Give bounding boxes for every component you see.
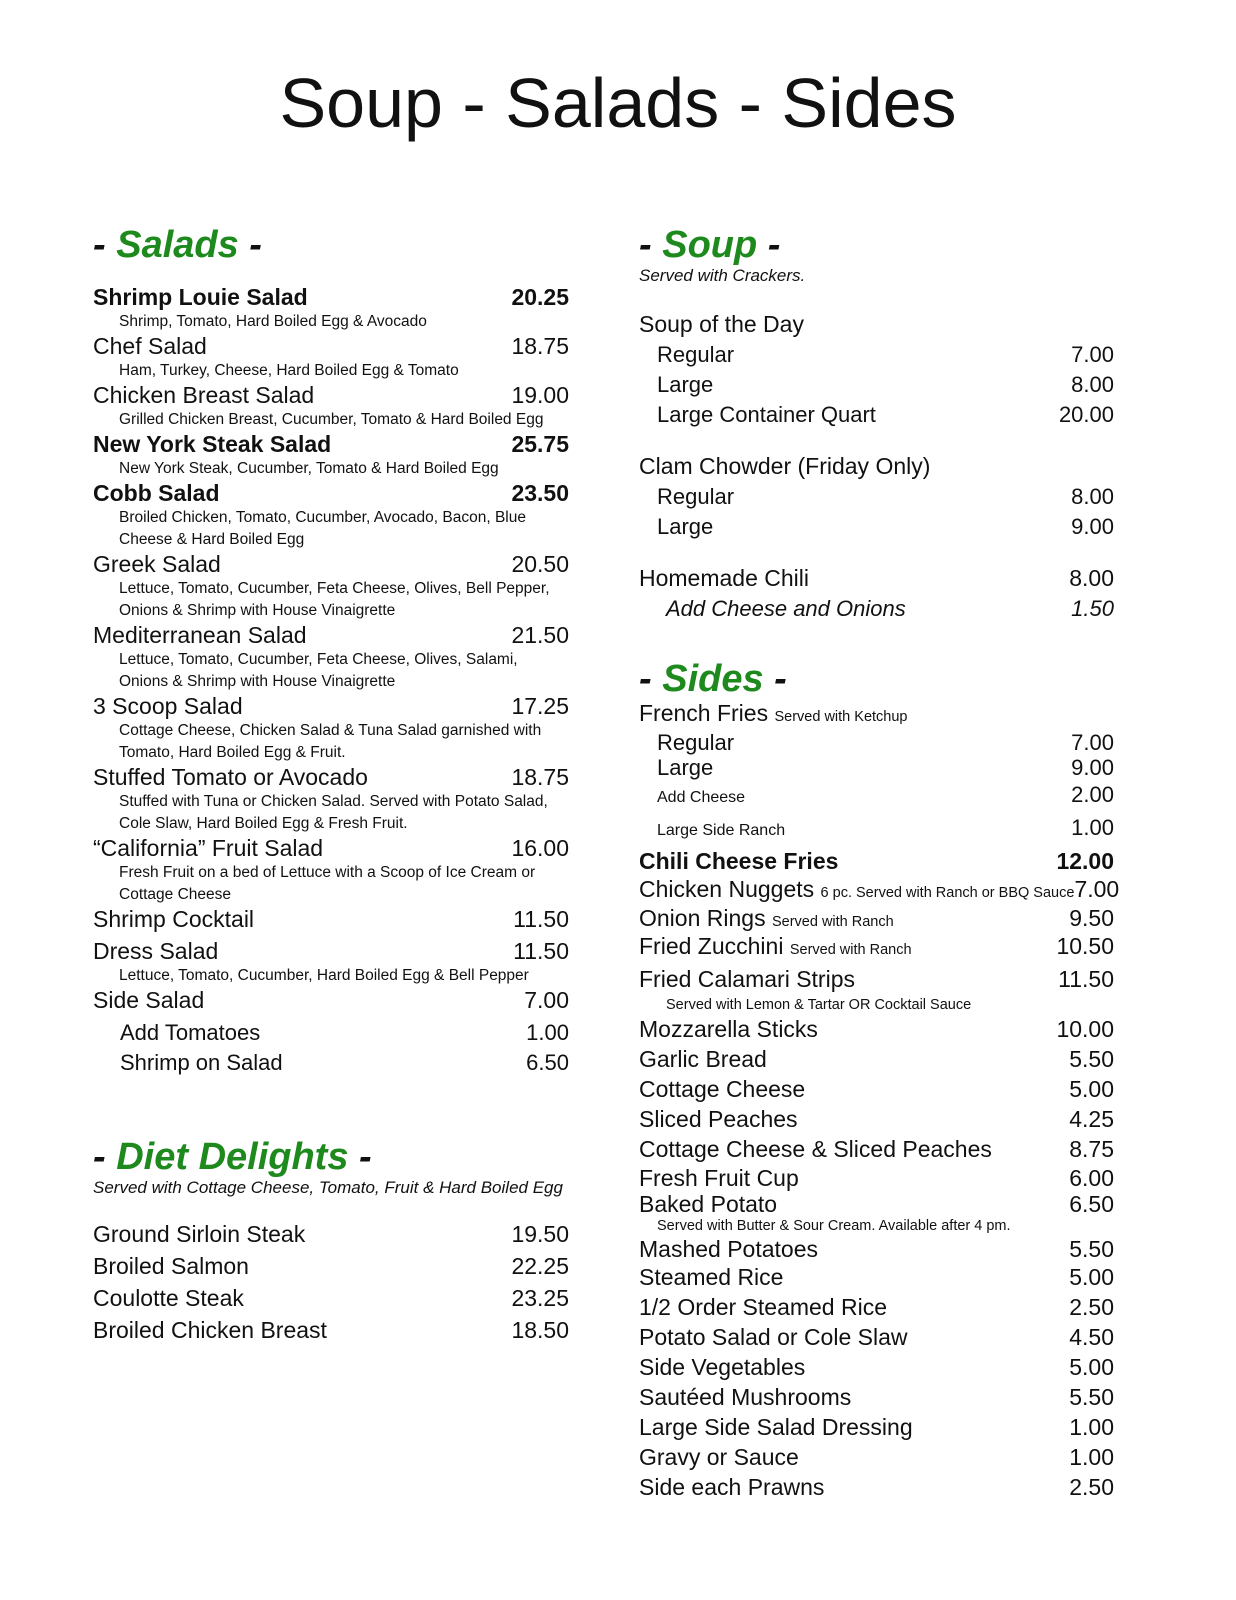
- right-column: [639, 224, 1120, 1502]
- item-name: Mashed Potatoes: [639, 1236, 819, 1262]
- fries-option: [639, 755, 1114, 780]
- side-item: [639, 1442, 1114, 1472]
- item-price: 10.50: [1056, 933, 1114, 959]
- option-name: Large: [657, 514, 714, 539]
- heading-dash: -: [763, 658, 787, 700]
- item-price: 18.75: [511, 333, 569, 359]
- diet-item: [93, 1218, 569, 1250]
- item-price: 5.00: [1069, 1354, 1114, 1380]
- salad-item: [93, 987, 569, 1014]
- salad-item: [93, 480, 569, 551]
- option-name: Regular: [657, 484, 735, 509]
- heading-dash: -: [348, 1136, 372, 1178]
- option-name: Large: [657, 372, 714, 397]
- item-name: Chicken Breast Salad: [93, 382, 315, 408]
- item-price: 7.00: [1074, 876, 1120, 902]
- item-name: New York Steak Salad: [93, 431, 332, 457]
- diet-item: [93, 1314, 569, 1346]
- item-price: 23.50: [511, 480, 569, 506]
- item-price: 19.00: [511, 382, 569, 408]
- side-item: [639, 1352, 1114, 1382]
- addon-price: 1.50: [1071, 596, 1114, 621]
- option-price: 7.00: [1071, 730, 1114, 755]
- item-price: 8.75: [1069, 1136, 1114, 1162]
- salad-addon: [93, 1048, 569, 1078]
- item-description: Lettuce, Tomato, Cucumber, Feta Cheese, Olives, Bell Pepper, Onions & Shrimp with House Vinaigrette: [119, 580, 550, 619]
- item-price: 11.50: [513, 906, 569, 932]
- option-price: 8.00: [1071, 372, 1114, 397]
- item-name: Garlic Bread: [639, 1046, 767, 1072]
- page-title: Soup - Salads - Sides: [279, 64, 957, 142]
- option-price: 9.00: [1071, 755, 1114, 780]
- item-name: Broiled Salmon: [93, 1253, 249, 1279]
- item-description: Grilled Chicken Breast, Cucumber, Tomato & Hard Boiled Egg: [119, 411, 544, 428]
- item-price: 25.75: [511, 431, 569, 457]
- item-price: 5.00: [1069, 1264, 1114, 1290]
- fries-option: [639, 813, 1114, 846]
- salad-item: [93, 284, 569, 333]
- item-price: 11.50: [1058, 966, 1114, 992]
- side-item: [639, 934, 1114, 962]
- sides-heading: [639, 658, 1114, 700]
- heading-dash: -: [93, 1136, 117, 1178]
- item-name: Coulotte Steak: [93, 1285, 244, 1311]
- item-name: 3 Scoop Salad: [93, 693, 243, 719]
- item-note: 6 pc. Served with Ranch or BBQ Sauce: [820, 885, 1075, 901]
- soup-option: [639, 482, 1114, 512]
- option-name: Large Container Quart: [657, 402, 876, 427]
- diet-item: [93, 1282, 569, 1314]
- salads-heading: [93, 224, 569, 266]
- item-note: Served with Ranch: [789, 942, 912, 958]
- side-item: [639, 962, 1114, 996]
- item-description: Ham, Turkey, Cheese, Hard Boiled Egg & Tomato: [119, 362, 459, 379]
- item-price: 5.00: [1069, 1076, 1114, 1102]
- item-name: “California” Fruit Salad: [93, 835, 324, 861]
- side-item: [639, 1472, 1114, 1502]
- soup-group-name: Clam Chowder (Friday Only): [639, 453, 931, 479]
- item-name: Sliced Peaches: [639, 1106, 798, 1132]
- option-name: Add Cheese: [657, 789, 746, 806]
- item-subnote: Served with Butter & Sour Cream. Available after 4 pm.: [657, 1218, 1011, 1234]
- addon-price: 6.50: [526, 1050, 569, 1075]
- item-price: 6.50: [1069, 1191, 1114, 1217]
- item-name: Sautéed Mushrooms: [639, 1384, 852, 1410]
- item-name: Cottage Cheese: [639, 1076, 806, 1102]
- side-item: [639, 700, 1114, 730]
- salad-item: [93, 938, 569, 987]
- left-column: [93, 224, 569, 1346]
- item-note: Served with Ranch: [771, 914, 894, 930]
- side-item: [639, 1104, 1114, 1134]
- item-name: French Fries: [639, 700, 769, 726]
- salad-item: [93, 431, 569, 480]
- item-name: Chicken Nuggets: [639, 876, 815, 902]
- item-price: 18.75: [511, 764, 569, 790]
- item-price: 5.50: [1069, 1236, 1114, 1262]
- addon-name: Add Cheese and Onions: [666, 596, 906, 621]
- side-item: [639, 1322, 1114, 1352]
- soup-note: Served with Crackers.: [639, 266, 806, 285]
- item-name: Mozzarella Sticks: [639, 1016, 818, 1042]
- item-name: Stuffed Tomato or Avocado: [93, 764, 368, 790]
- option-price: 20.00: [1058, 402, 1114, 427]
- item-price: 19.50: [511, 1221, 569, 1247]
- side-item: [639, 1074, 1114, 1104]
- item-name: Shrimp Louie Salad: [93, 284, 308, 310]
- item-name: Ground Sirloin Steak: [93, 1221, 306, 1247]
- side-item: [639, 1192, 1114, 1216]
- side-item: [639, 846, 1114, 876]
- diet-delights-heading: [93, 1136, 569, 1178]
- soup-item: [639, 562, 1114, 594]
- item-name: Side Vegetables: [639, 1354, 806, 1380]
- item-note: Served with Ketchup: [774, 709, 908, 725]
- item-name: Chef Salad: [93, 333, 207, 359]
- heading-dash: -: [639, 224, 663, 266]
- item-price: 20.25: [511, 284, 569, 310]
- item-price: 4.50: [1069, 1324, 1114, 1350]
- item-name: Cobb Salad: [93, 480, 220, 506]
- heading-dash: -: [757, 224, 781, 266]
- salad-item: [93, 382, 569, 431]
- side-item: [639, 1236, 1114, 1262]
- option-price: 9.00: [1071, 514, 1114, 539]
- item-price: 4.25: [1069, 1106, 1114, 1132]
- item-name: Onion Rings: [639, 905, 766, 931]
- side-item: [639, 1262, 1114, 1292]
- item-name: Fried Calamari Strips: [639, 966, 855, 992]
- salad-item: [93, 551, 569, 622]
- option-name: Large Side Ranch: [657, 822, 786, 839]
- heading-dash: -: [639, 658, 663, 700]
- item-name: Potato Salad or Cole Slaw: [639, 1324, 908, 1350]
- item-name: Dress Salad: [93, 938, 219, 964]
- side-item: [639, 876, 1120, 906]
- item-price: 20.50: [511, 551, 569, 577]
- fries-option: [639, 730, 1114, 755]
- item-name: Shrimp Cocktail: [93, 906, 255, 932]
- item-description: Fresh Fruit on a bed of Lettuce with a Scoop of Ice Cream or Cottage Cheese: [119, 864, 536, 903]
- item-name: Steamed Rice: [639, 1264, 784, 1290]
- option-name: Large: [657, 755, 714, 780]
- item-description: Broiled Chicken, Tomato, Cucumber, Avocado, Bacon, Blue Cheese & Hard Boiled Egg: [119, 509, 526, 548]
- side-item: [639, 1164, 1114, 1192]
- item-name: Side Salad: [93, 987, 205, 1013]
- item-description: Stuffed with Tuna or Chicken Salad. Served with Potato Salad, Cole Slaw, Hard Boiled Egg & Fresh Fruit.: [119, 793, 548, 832]
- item-price: 23.25: [511, 1285, 569, 1311]
- side-item: [639, 1134, 1114, 1164]
- soup-group-name: Soup of the Day: [639, 311, 804, 337]
- salad-item: [93, 835, 569, 906]
- addon-name: Shrimp on Salad: [120, 1050, 283, 1075]
- item-name: Gravy or Sauce: [639, 1444, 799, 1470]
- heading-name: Salads: [116, 224, 239, 266]
- option-name: Regular: [657, 342, 735, 367]
- item-price: 1.00: [1069, 1444, 1114, 1470]
- item-name: Greek Salad: [93, 551, 221, 577]
- salad-addon: [93, 1018, 569, 1048]
- soup-addon: [639, 594, 1114, 624]
- item-price: 8.00: [1069, 565, 1114, 591]
- soup-heading: [639, 224, 1114, 266]
- heading-name: Diet Delights: [116, 1136, 349, 1178]
- item-price: 6.00: [1069, 1165, 1114, 1191]
- item-price: 7.00: [524, 987, 569, 1013]
- item-name: Fresh Fruit Cup: [639, 1165, 799, 1191]
- item-name: Chili Cheese Fries: [639, 848, 839, 874]
- item-subnote: Served with Lemon & Tartar OR Cocktail Sauce: [666, 997, 972, 1013]
- option-price: 1.00: [1071, 815, 1114, 840]
- fries-option: [639, 780, 1114, 813]
- option-name: Regular: [657, 730, 735, 755]
- item-price: 5.50: [1069, 1046, 1114, 1072]
- heading-name: Soup: [662, 224, 758, 266]
- salad-item: [93, 906, 569, 933]
- item-description: Cottage Cheese, Chicken Salad & Tuna Salad garnished with Tomato, Hard Boiled Egg & Fruit.: [119, 722, 542, 761]
- item-price: 18.50: [511, 1317, 569, 1343]
- item-price: 10.00: [1056, 1016, 1114, 1042]
- item-price: 11.50: [513, 938, 569, 964]
- salad-item: [93, 693, 569, 764]
- heading-dash: -: [238, 224, 262, 266]
- item-price: 16.00: [511, 835, 569, 861]
- side-item: [639, 1382, 1114, 1412]
- diet-item: [93, 1250, 569, 1282]
- item-description: Lettuce, Tomato, Cucumber, Hard Boiled Egg & Bell Pepper: [119, 967, 529, 984]
- item-price: 22.25: [511, 1253, 569, 1279]
- heading-dash: -: [93, 224, 117, 266]
- item-name: Fried Zucchini: [639, 933, 784, 959]
- option-price: 8.00: [1071, 484, 1114, 509]
- salad-item: [93, 622, 569, 693]
- side-item: [639, 1014, 1114, 1044]
- side-item: [639, 1412, 1114, 1442]
- item-description: Shrimp, Tomato, Hard Boiled Egg & Avocado: [119, 313, 427, 330]
- soup-option: [639, 512, 1114, 542]
- item-name: 1/2 Order Steamed Rice: [639, 1294, 888, 1320]
- item-price: 21.50: [511, 622, 569, 648]
- item-name: Cottage Cheese & Sliced Peaches: [639, 1136, 992, 1162]
- item-name: Broiled Chicken Breast: [93, 1317, 327, 1343]
- item-price: 9.50: [1069, 905, 1114, 931]
- item-price: 17.25: [511, 693, 569, 719]
- item-name: Baked Potato: [639, 1191, 778, 1217]
- heading-name: Sides: [662, 658, 764, 700]
- item-price: 1.00: [1069, 1414, 1114, 1440]
- soup-option: [639, 370, 1114, 400]
- item-name: Mediterranean Salad: [93, 622, 307, 648]
- item-price: 2.50: [1069, 1474, 1114, 1500]
- item-description: Lettuce, Tomato, Cucumber, Feta Cheese, Olives, Salami, Onions & Shrimp with House Vinaigrette: [119, 651, 518, 690]
- item-price: 2.50: [1069, 1294, 1114, 1320]
- soup-option: [639, 340, 1114, 370]
- item-name: Large Side Salad Dressing: [639, 1414, 913, 1440]
- option-price: 2.00: [1071, 782, 1114, 807]
- salad-item: [93, 333, 569, 382]
- item-name: Homemade Chili: [639, 565, 810, 591]
- diet-note: Served with Cottage Cheese, Tomato, Fruit & Hard Boiled Egg: [93, 1178, 563, 1197]
- salad-item: [93, 764, 569, 835]
- option-price: 7.00: [1071, 342, 1114, 367]
- side-item: [639, 1292, 1114, 1322]
- side-item: [639, 906, 1114, 934]
- side-item: [639, 1044, 1114, 1074]
- item-price: 5.50: [1069, 1384, 1114, 1410]
- item-price: 12.00: [1056, 848, 1114, 874]
- item-description: New York Steak, Cucumber, Tomato & Hard Boiled Egg: [119, 460, 499, 477]
- addon-price: 1.00: [526, 1020, 569, 1045]
- addon-name: Add Tomatoes: [120, 1020, 261, 1045]
- soup-option: [639, 400, 1114, 430]
- item-name: Side each Prawns: [639, 1474, 825, 1500]
